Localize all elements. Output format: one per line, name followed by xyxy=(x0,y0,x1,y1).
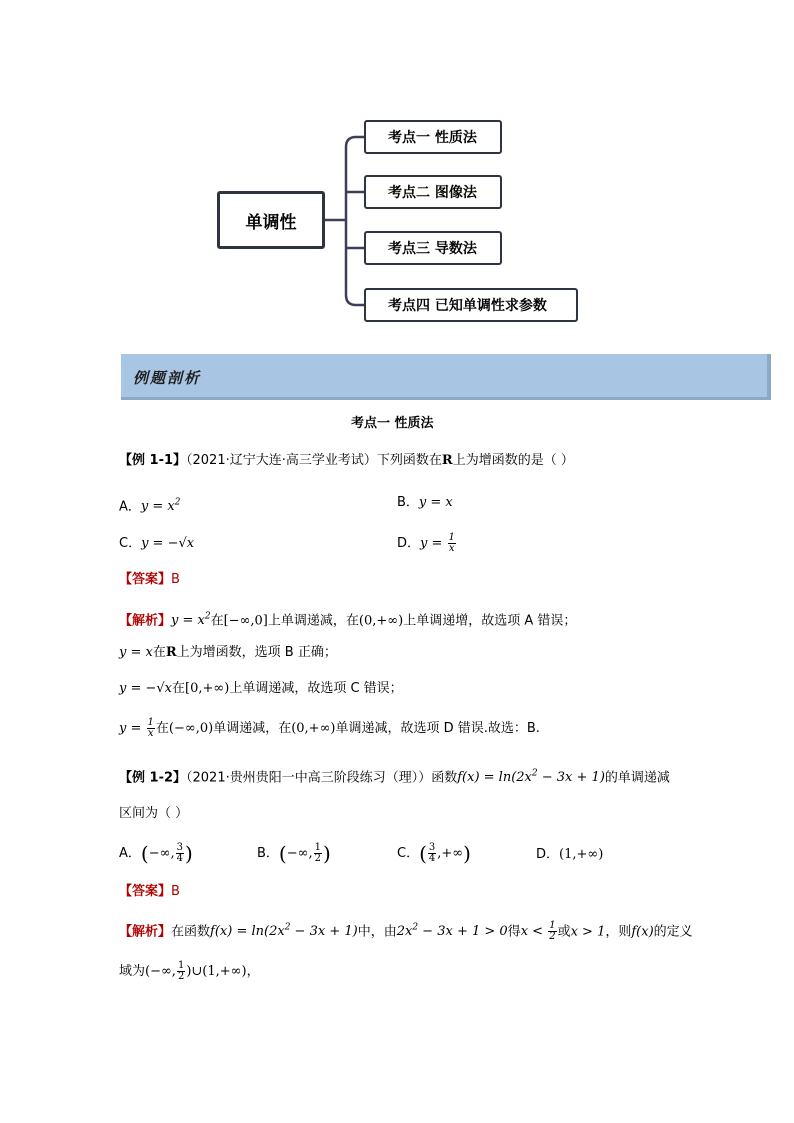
ex2-function: $f(x) = \ln(2x^2 - 3x + 1)$ xyxy=(457,769,605,786)
ex2-option-c-label: C． xyxy=(397,846,420,861)
u2: 中，由 xyxy=(357,924,397,940)
mind-map xyxy=(0,0,794,340)
ex1-option-c-formula: y = −√x xyxy=(141,536,195,551)
t1: 在 xyxy=(210,613,224,629)
ex1-answer xyxy=(119,571,180,589)
ex1-option-a xyxy=(119,494,180,516)
t9: 在 xyxy=(155,721,169,736)
ex2-answer-tag: 【答案】 xyxy=(119,884,172,899)
ex1-option-d-label: D． xyxy=(397,536,421,551)
ex1-rest: 上为增函数的是（ ） xyxy=(452,453,574,468)
ex2-tag: 【例 1-2】 xyxy=(119,770,187,786)
t4: 在 xyxy=(152,645,166,660)
mindmap-item-2: 考点二 图像法 xyxy=(364,175,502,209)
section-title: 考点一 性质法 xyxy=(351,416,434,431)
ex1-source: （2021·辽宁大连·高三学业考试）下列函数在 xyxy=(186,453,442,468)
ex2-analysis-line2: 域为(−∞, $\frac{1}{2}$ )∪(1,+∞)， xyxy=(119,960,260,982)
ex1-option-d xyxy=(397,533,457,554)
ex2-option-d-label: D． xyxy=(536,847,560,862)
ex2-option-a: A．(−∞, $\frac{3}{4}$ ) xyxy=(119,841,193,866)
ex2-analysis-line1: 【解析】在函数$f(x) = \ln(2x^2 - 3x + 1)$中，由$2x^2 - 3x + 1 > 0$得x < $\frac{1}{2}$ 或x > 1，则f(x)的定义 xyxy=(119,920,693,943)
mindmap-item-1: 考点一 性质法 xyxy=(364,120,502,154)
ex1-option-b-formula: y = x xyxy=(418,495,453,510)
ex1-analysis-line2: y = x在R上为增函数，选项 B 正确； xyxy=(119,645,337,660)
banner-title: 例题剖析 xyxy=(133,369,202,387)
ex1-option-c xyxy=(119,535,194,553)
t8: 上单调递减，故选项 C 错误； xyxy=(229,681,403,696)
u3: 得 xyxy=(507,924,521,940)
mindmap-item-4: 考点四 已知单调性求参数 xyxy=(364,288,578,322)
ex1-analysis-line3: y = −√x在[0,+∞)上单调递减，故选项 C 错误； xyxy=(119,681,403,696)
ex1-analysis-tag: 【解析】 xyxy=(119,613,172,629)
ex2-option-d: D．(1,+∞) xyxy=(536,847,604,862)
u6: 的定义 xyxy=(653,924,693,940)
t6: 上为增函数，选项 B 正确； xyxy=(176,645,337,660)
ex1-answer-tag: 【答案】 xyxy=(119,572,172,587)
ex2-analysis-tag: 【解析】 xyxy=(119,924,172,940)
ex2-option-a-label: A． xyxy=(119,846,141,861)
ex1-analysis-line4: y = $\frac{1}{x}$ 在(−∞,0)单调递减，在(0,+∞)单调递减，故选项 D 错误.故选：B. xyxy=(119,717,540,739)
t5: R xyxy=(165,645,177,660)
u7: 域为 xyxy=(119,964,146,979)
ex1-option-b xyxy=(397,494,453,512)
u5: ，则 xyxy=(605,924,632,940)
t10: 单调递减，在 xyxy=(213,721,292,736)
ex1-analysis-line1: 【解析】$y = x^2$在[−∞,0]上单调递减，在(0,+∞)上单调递增，故选项 A 错误； xyxy=(119,612,577,629)
ex1-option-a-formula: $y = x^2$ xyxy=(140,498,181,515)
ex2-answer xyxy=(119,883,180,901)
ex2-answer-value: B xyxy=(171,884,180,899)
ex2-option-b: B．(−∞, $\frac{1}{2}$ ) xyxy=(257,841,331,866)
ex1-question xyxy=(119,452,574,470)
t7: 在 xyxy=(172,681,186,696)
ex1-answer-value: B xyxy=(171,572,180,587)
mindmap-root: 单调性 xyxy=(217,191,325,249)
t3: 上单调递增，故选项 A 错误； xyxy=(403,613,577,629)
ex2-source: （2021·贵州贵阳一中高三阶段练习（理））函数 xyxy=(186,770,458,786)
section-banner xyxy=(121,354,771,400)
ex2-question-line2: 区间为（ ） xyxy=(119,806,189,821)
ex1-option-c-label: C． xyxy=(119,536,142,551)
u1: 在函数 xyxy=(171,924,211,940)
ex1-option-d-formula: y = $\frac{1}{x}$ xyxy=(420,532,455,554)
t2: 上单调递减，在 xyxy=(267,613,359,629)
ex2-rest: 的单调递减 xyxy=(604,770,670,786)
ex1-tag: 【例 1-1】 xyxy=(119,453,187,468)
ex2-question-line1 xyxy=(119,765,670,787)
ex1-R: R xyxy=(441,453,453,468)
ex2-option-c: C．( $\frac{3}{4}$ ,+∞) xyxy=(397,841,471,866)
ex1-option-a-label: A． xyxy=(119,499,141,515)
ex1-option-b-label: B． xyxy=(397,495,419,510)
u4: 或 xyxy=(557,924,571,940)
connector-spine xyxy=(346,137,364,305)
u8: ， xyxy=(246,964,260,979)
t11: 单调递减，故选项 D 错误.故选：B. xyxy=(335,721,540,736)
mindmap-item-3: 考点三 导数法 xyxy=(364,231,502,265)
ex2-option-b-label: B． xyxy=(257,846,279,861)
